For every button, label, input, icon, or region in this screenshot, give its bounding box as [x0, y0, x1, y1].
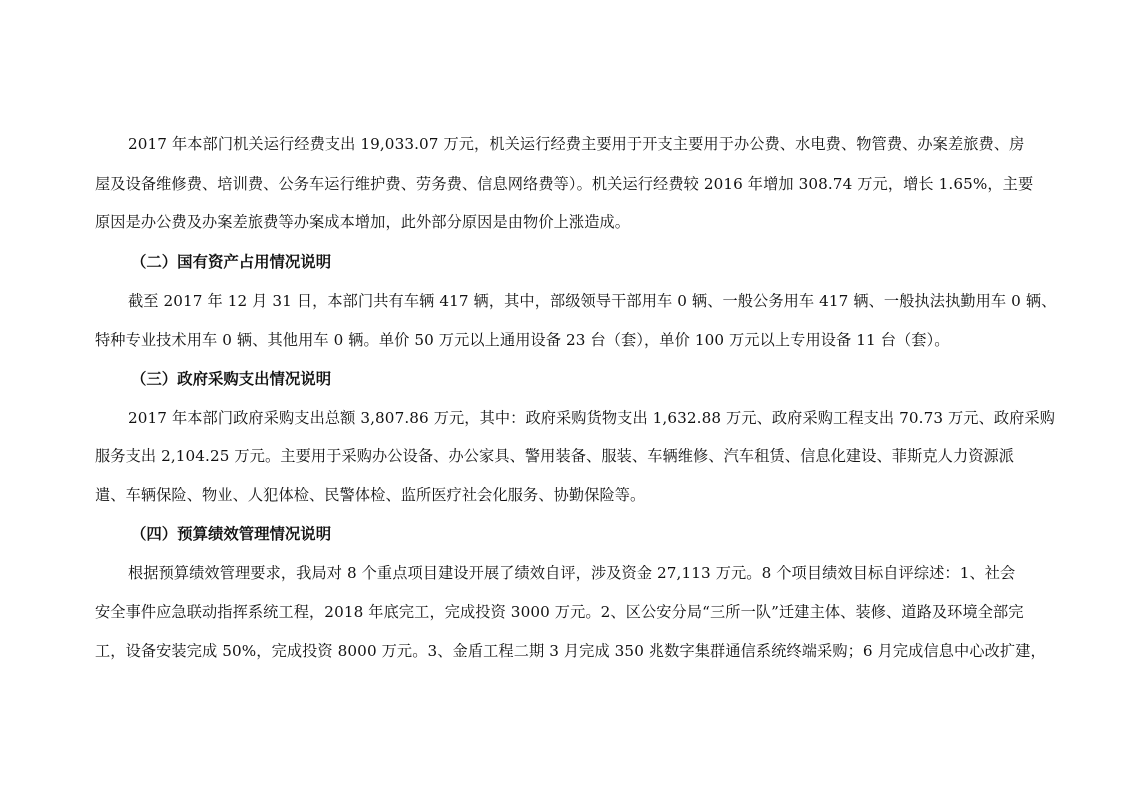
section3-line2: 服务支出 2,104.25 万元。主要用于采购办公设备、办公家具、警用装备、服装、车辆维修、汽车租赁、信息化建设、菲斯克人力资源派: [95, 447, 1015, 465]
section4-heading: （四）预算绩效管理情况说明: [131, 525, 332, 543]
section3-line1: 2017 年本部门政府采购支出总额 3,807.86 万元，其中：政府采购货物支出 1,632.88 万元、政府采购工程支出 70.73 万元、政府采购: [128, 409, 1056, 427]
section3-line3: 遣、车辆保险、物业、人犯体检、民警体检、监所医疗社会化服务、协勤保险等。: [95, 486, 646, 504]
section2-line2: 特种专业技术用车 0 辆、其他用车 0 辆。单价 50 万元以上通用设备 23 台（套），单价 100 万元以上专用设备 11 台（套）。: [95, 331, 950, 349]
paragraph1-line3: 原因是办公费及办案差旅费等办案成本增加，此外部分原因是由物价上涨造成。: [95, 213, 631, 231]
paragraph1-line1: 2017 年本部门机关运行经费支出 19,033.07 万元，机关运行经费主要用于开支主要用于办公费、水电费、物管费、办案差旅费、房: [128, 135, 1025, 153]
paragraph1-line2: 屋及设备维修费、培训费、公务车运行维护费、劳务费、信息网络费等）。机关运行经费较 2016 年增加 308.74 万元，增长 1.65%，主要: [95, 175, 1034, 193]
section2-heading: （二）国有资产占用情况说明: [131, 253, 332, 271]
section4-line2: 安全事件应急联动指挥系统工程，2018 年底完工，完成投资 3000 万元。2、区公安分局“三所一队”迁建主体、装修、道路及环境全部完: [95, 603, 1024, 621]
section3-heading: （三）政府采购支出情况说明: [131, 370, 332, 388]
section4-line3: 工，设备安装完成 50%，完成投资 8000 万元。3、金盾工程二期 3 月完成 350 兆数字集群通信系统终端采购；6 月完成信息中心改扩建，: [95, 642, 1046, 660]
section4-line1: 根据预算绩效管理要求，我局对 8 个重点项目建设开展了绩效自评，涉及资金 27,113 万元。8 个项目绩效目标自评综述：1、社会: [128, 564, 1016, 582]
section2-line1: 截至 2017 年 12 月 31 日，本部门共有车辆 417 辆，其中，部级领导干部用车 0 辆、一般公务用车 417 辆、一般执法执勤用车 0 辆、: [128, 292, 1057, 310]
